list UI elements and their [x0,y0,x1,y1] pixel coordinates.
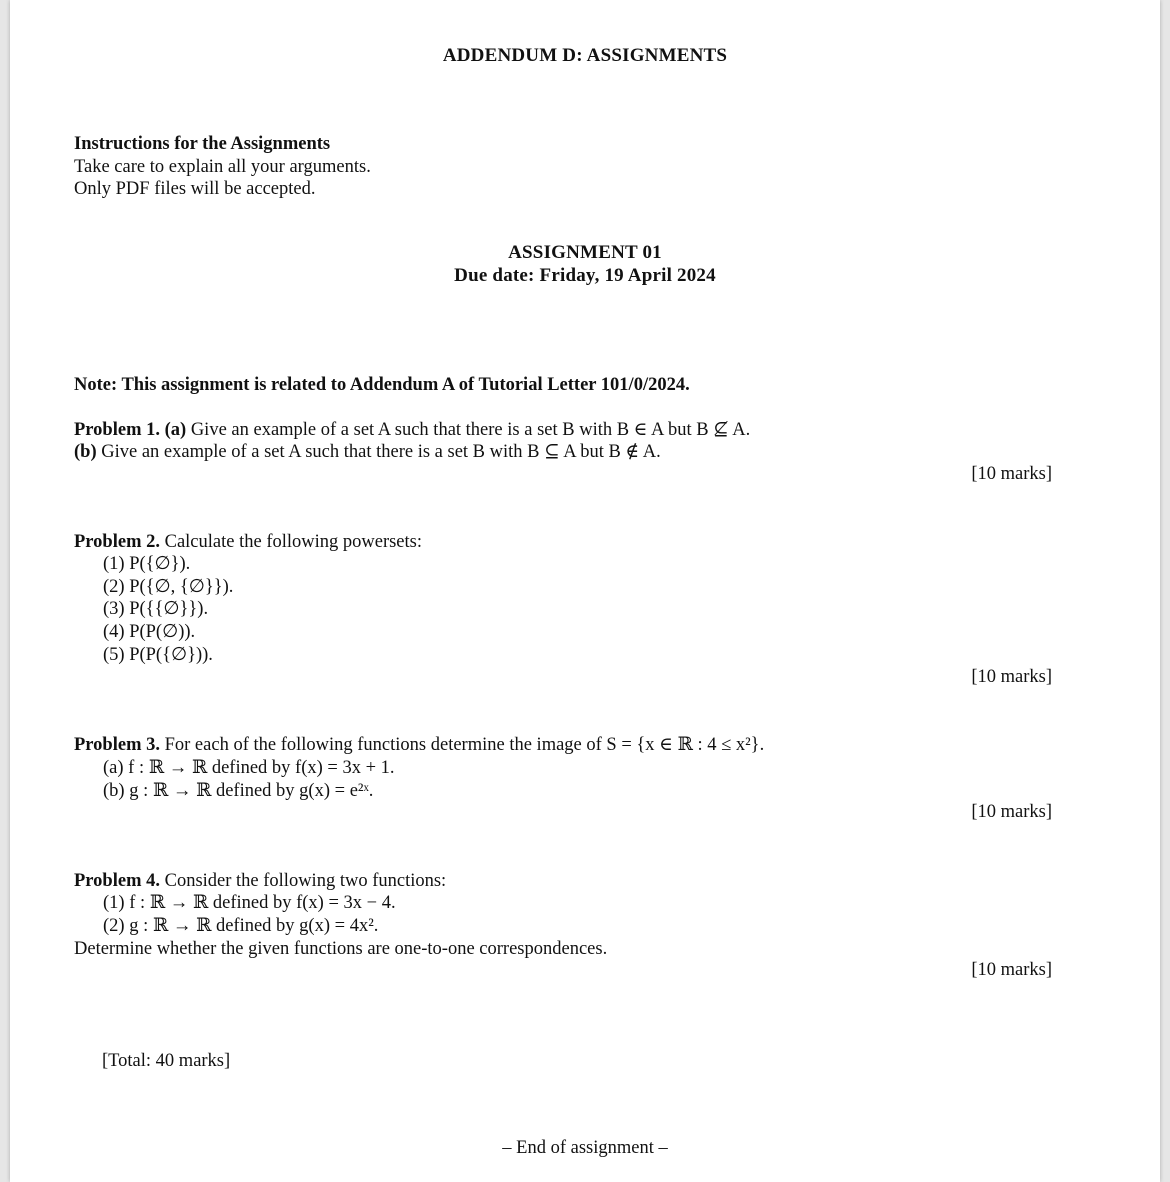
instruction-line: Only PDF files will be accepted. [74,179,316,199]
problem-3-marks: [10 marks] [971,802,1052,822]
addendum-title: ADDENDUM D: ASSIGNMENTS [442,45,728,66]
problem-3-label: Problem 3. [74,735,160,755]
problem-2-item: (5) P(P({∅})). [103,645,213,665]
problem-4-item: (2) g : ℝ → ℝ defined by g(x) = 4x². [103,916,379,936]
due-date-line [10,265,1160,287]
problem-1-a-label: (a) [164,420,187,440]
assignment-title: ASSIGNMENT 01 [508,242,662,263]
problem-2-item: (3) P({{∅}}). [103,599,209,619]
problem-3-item: (b) g : ℝ → ℝ defined by g(x) = e²ˣ. [103,781,374,801]
problem-3-text: For each of the following functions determine the image of S = {x ∈ ℝ : 4 ≤ x²}. [164,735,765,755]
problem-2-marks: [10 marks] [971,667,1052,687]
problem-2-heading [74,531,422,553]
problem-2-item: (1) P({∅}). [103,554,191,574]
end-of-assignment: – End of assignment – [502,1138,668,1158]
note [74,374,690,396]
problem-3-item: (a) f : ℝ → ℝ defined by f(x) = 3x + 1. [103,758,395,778]
problem-4-item: (1) f : ℝ → ℝ defined by f(x) = 3x − 4. [103,893,396,913]
problem-1-b-text: Give an example of a set A such that there is a set B with B ⊆ A but B ∉ A. [101,442,661,462]
note-text: This assignment is related to Addendum A of Tutorial Letter 101/0/2024. [121,375,690,395]
problem-4-marks: [10 marks] [971,960,1052,980]
due-date: Friday, 19 April 2024 [539,265,716,286]
problem-1-line-a [74,419,750,441]
problem-4-conclusion: Determine whether the given functions are one-to-one correspondences. [74,939,608,959]
problem-4-text: Consider the following two functions: [164,871,447,891]
problem-4-label: Problem 4. [74,871,160,891]
problem-1-a-text: Give an example of a set A such that there is a set B with B ∈ A but B ⊈ A. [190,420,751,440]
problem-1-line-b [74,441,661,463]
problem-1-b-label: (b) [74,442,97,462]
problem-2-item: (4) P(P(∅)). [103,622,196,642]
problem-1-label: Problem 1. [74,420,160,440]
problem-4-heading [74,870,446,892]
due-label: Due date: [454,265,535,286]
note-label: Note: [74,375,118,395]
problem-2-label: Problem 2. [74,532,160,552]
problem-3-heading [74,734,764,756]
problem-1-marks: [10 marks] [971,464,1052,484]
problem-2-text: Calculate the following powersets: [164,532,423,552]
problem-2-item: (2) P({∅, {∅}}). [103,577,234,597]
total-marks: [Total: 40 marks] [102,1051,231,1071]
instructions-heading: Instructions for the Assignments [74,134,331,154]
document-page [10,0,1160,1182]
instruction-line: Take care to explain all your arguments. [74,157,371,177]
